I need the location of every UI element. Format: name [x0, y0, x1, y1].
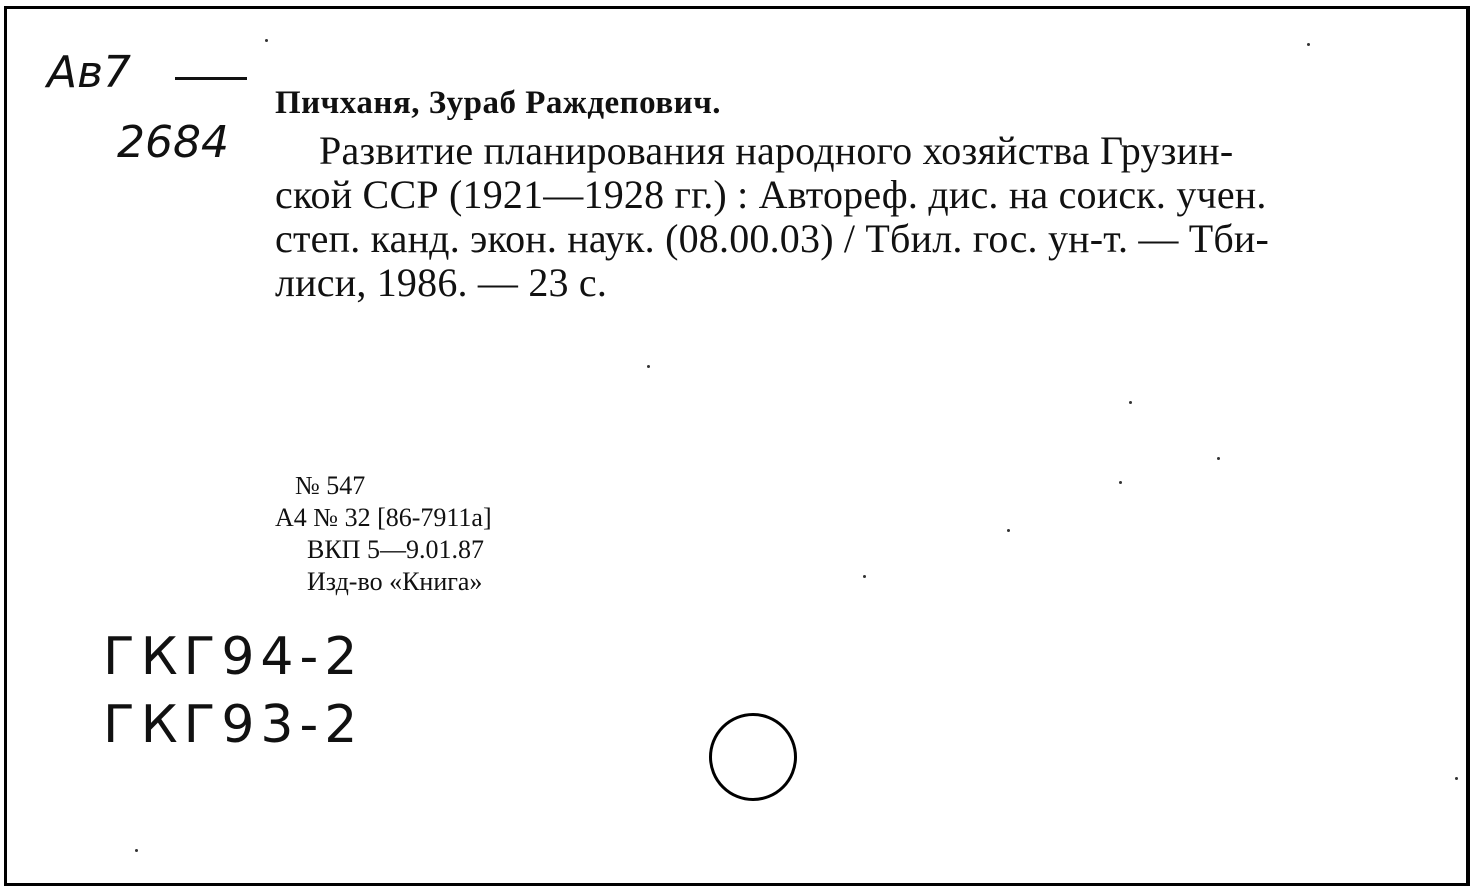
handwritten-code-2: ГКГ93-2	[103, 695, 364, 755]
speck	[863, 575, 866, 578]
handwritten-dash	[175, 77, 247, 80]
handwritten-shelf-mark-number: 2684	[117, 117, 229, 168]
speck	[1455, 777, 1458, 780]
speck	[1217, 457, 1220, 460]
speck	[135, 849, 138, 852]
speck	[265, 39, 268, 42]
imprint-vkp: ВКП 5—9.01.87	[307, 535, 484, 564]
speck	[1119, 481, 1122, 484]
title-line-2: ской ССР (1921—1928 гг.) : Автореф. дис. на соиск. учен.	[275, 172, 1267, 217]
imprint-number: № 547	[295, 471, 366, 500]
title-line-1: Развитие планирования народного хозяйства Грузин-	[319, 128, 1234, 173]
title-line-3: степ. канд. экон. наук. (08.00.03) / Тбил. гос. ун-т. — Тби-	[275, 216, 1270, 261]
handwritten-code-1: ГКГ94-2	[103, 627, 364, 687]
title-line-4: лиси, 1986. — 23 с.	[275, 260, 608, 305]
author-heading: Пичханя, Зураб Раждепович.	[275, 85, 722, 121]
imprint-a4-code: А4 № 32 [86-7911а]	[275, 503, 492, 532]
speck	[647, 365, 650, 368]
speck	[1129, 401, 1132, 404]
speck	[1307, 43, 1310, 46]
handwritten-shelf-mark-top: Ав7	[47, 47, 132, 98]
catalog-card	[4, 6, 1470, 886]
imprint-publisher: Изд-во «Книга»	[307, 567, 483, 596]
punch-hole	[709, 713, 797, 801]
speck	[1007, 529, 1010, 532]
